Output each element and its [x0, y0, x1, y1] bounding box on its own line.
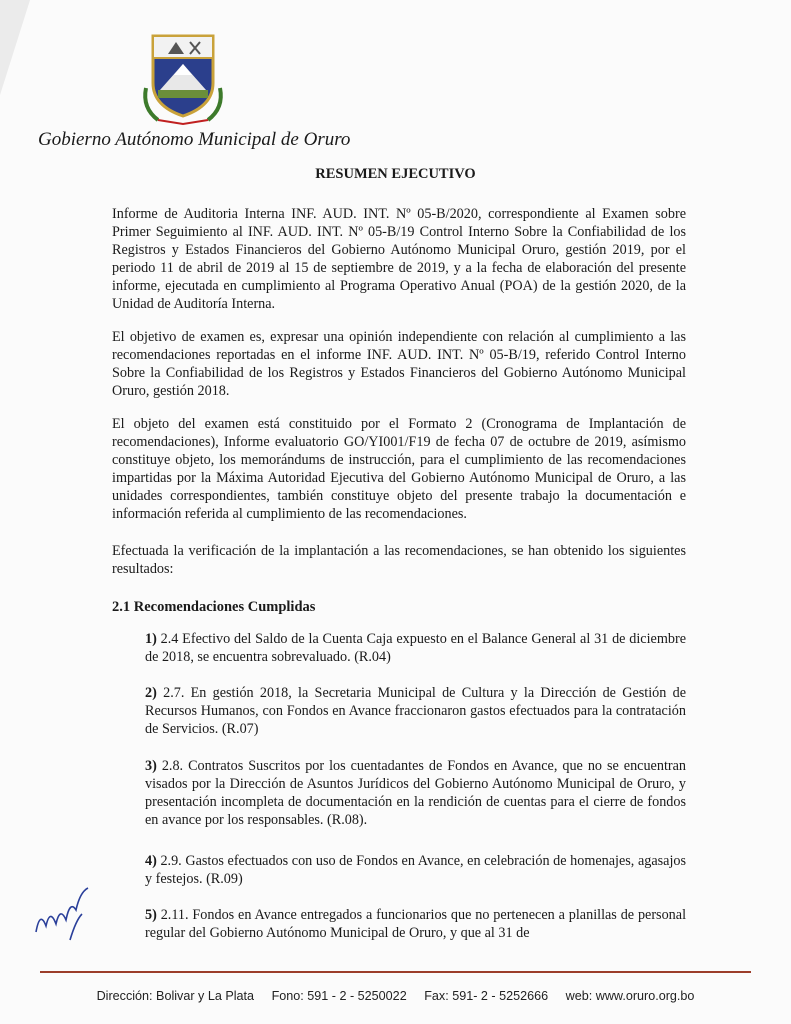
- list-item-number: 4): [145, 853, 157, 869]
- footer-fax: Fax: 591- 2 - 5252666: [424, 989, 549, 1003]
- section-heading: 2.1 Recomendaciones Cumplidas: [112, 599, 316, 615]
- list-item-text: 2.7. En gestión 2018, la Secretaria Municipal de Cultura y la Dirección de Gestión de Recursos Humanos, con Fondos en Avance fraccionaron gastos efectuados para la contratación de Servicios. (R.07): [145, 685, 687, 737]
- document-title: RESUMEN EJECUTIVO: [315, 166, 476, 182]
- footer: [0, 989, 791, 1003]
- municipal-seal-icon: [138, 28, 228, 126]
- list-item-text: 2.11. Fondos en Avance entregados a funcionarios que no pertenecen a planillas de personal regular del Gobierno Autónomo Municipal de Oruro, y que al 31 de: [145, 907, 687, 941]
- list-item-number: 2): [145, 685, 157, 701]
- list-item: [145, 630, 686, 666]
- page-corner-shadow: [0, 0, 30, 95]
- list-item-number: 5): [145, 907, 157, 923]
- footer-divider: [40, 971, 751, 973]
- list-item-text: 2.4 Efectivo del Saldo de la Cuenta Caja expuesto en el Balance General al 31 de diciembre de 2018, se encuentra sobrevaluado. (R.04): [145, 631, 686, 665]
- handwritten-initials-icon: [30, 880, 100, 950]
- list-item: [145, 684, 686, 738]
- list-item: [145, 852, 686, 888]
- footer-web: web: www.oruro.org.bo: [565, 989, 695, 1003]
- list-item: [145, 906, 686, 942]
- list-item-number: 1): [145, 631, 157, 647]
- paragraph-verification: Efectuada la verificación de la implantación a las recomendaciones, se han obtenido los siguientes resultados:: [112, 543, 686, 577]
- list-item: [145, 757, 686, 829]
- list-item-text: 2.8. Contratos Suscritos por los cuentadantes de Fondos en Avance, que no se encuentran visados por la Dirección de Asuntos Jurídicos del Gobierno Autónomo Municipal de Oruro, y presentación incompleta de documentación en la rendición de cuentas para el cierre de fondos en avance por los responsables. (R.08).: [145, 758, 686, 828]
- list-item-number: 3): [145, 758, 157, 774]
- paragraph-objective: El objetivo de examen es, expresar una opinión independiente con relación al cumplimiento a las recomendaciones reportadas en el informe INF. AUD. INT. Nº 05-B/19, referido Control Interno Sobre la Confiabilidad de los Registros y Estados Financieros del Gobierno Autónomo Municipal Oruro, gestión 2018.: [112, 329, 686, 399]
- paragraph-object: El objeto del examen está constituido por el Formato 2 (Cronograma de Implantación de recomendaciones), Informe evaluatorio GO/YI001/F19 de fecha 07 de octubre de 2019, asímismo constituye objeto, los memorándums de instrucción, para el cumplimiento de las recomendaciones impartidas por la Máxima Autoridad Ejecutiva del Gobierno Autónomo Municipal de Oruro, a las unidades correspondientes, también constituye objeto del presente trabajo la documentación e información referida al cumplimiento de las recomendaciones.: [112, 416, 686, 522]
- organization-name: Gobierno Autónomo Municipal de Oruro: [38, 129, 351, 150]
- footer-phone: Fono: 591 - 2 - 5250022: [271, 989, 407, 1003]
- list-item-text: 2.9. Gastos efectuados con uso de Fondos en Avance, en celebración de homenajes, agasajos y festejos. (R.09): [145, 853, 687, 887]
- paragraph-intro: Informe de Auditoria Interna INF. AUD. INT. Nº 05-B/2020, correspondiente al Examen sobre Primer Seguimiento al INF. AUD. INT. Nº 05-B/19 Control Interno Sobre la Confiabilidad de los Registros y Estados Financieros del Gobierno Autónomo Municipal Oruro, gestión 2019, por el periodo 11 de abril de 2019 al 15 de septiembre de 2019, y a la fecha de elaboración del presente informe, ejecutada en cumplimiento al Programa Operativo Anual (POA) de la gestión 2020, de la Unidad de Auditoría Interna.: [112, 206, 686, 312]
- footer-address: Dirección: Bolivar y La Plata: [96, 989, 255, 1003]
